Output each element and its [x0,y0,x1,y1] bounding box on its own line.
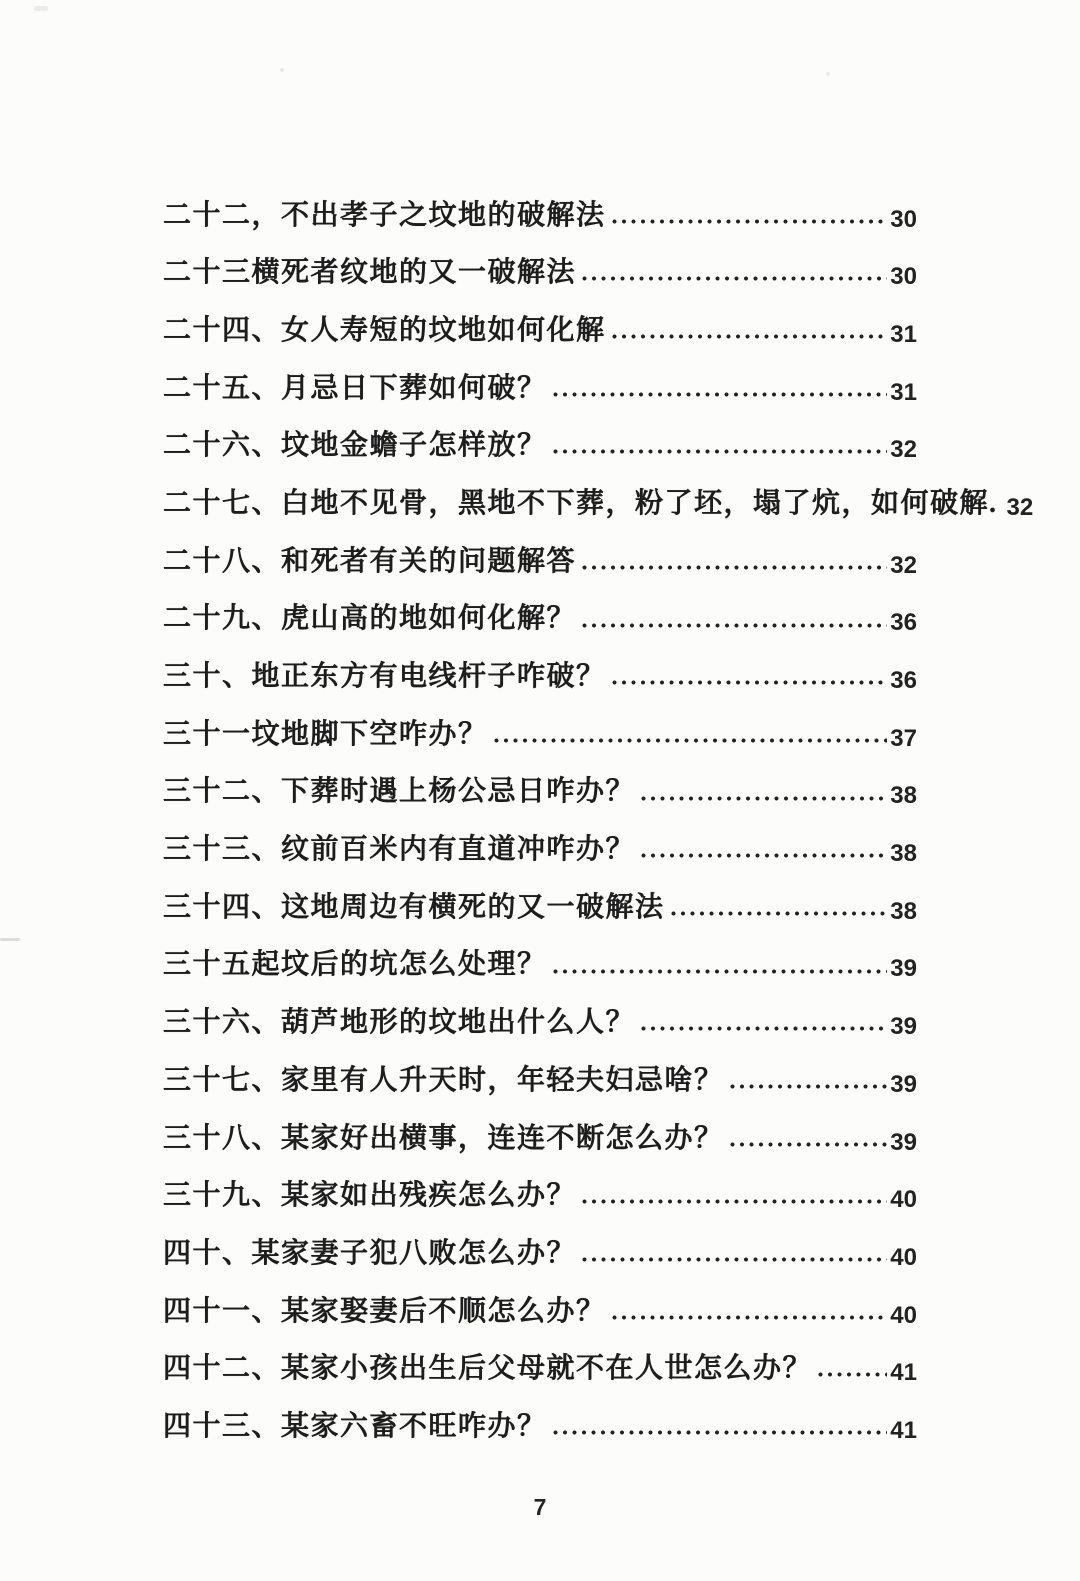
dot-leader [494,738,888,743]
toc-entry-title: 三十三、纹前百米内有直道冲咋办？ [163,834,636,866]
toc-entry [163,520,917,578]
page-number: 7 [533,1494,547,1520]
toc-entry-title: 三十六、葫芦地形的坟地出什么人？ [163,1007,636,1039]
toc-entry-page: 37 [890,724,917,752]
toc-entry-title: 四十、某家妻子犯八败怎么办？ [163,1237,577,1269]
toc-entry-title: 二十七、白地不见骨，黑地不下葬，粉了坯，塌了炕，如何破解. [163,487,998,519]
toc-entry-page: 40 [890,1301,917,1329]
toc-entry [163,1039,917,1097]
toc-entry-title: 二十二，不出孝子之坟地的破解法 [163,199,606,231]
dot-leader [582,623,887,628]
dot-leader [641,853,887,858]
toc-entry [163,347,917,405]
dot-leader [582,565,887,570]
toc-entry-title: 三十、地正东方有电线杆子咋破？ [163,661,606,692]
dot-leader [582,1257,887,1262]
dot-leader [612,334,888,339]
toc-entry [163,1385,917,1443]
scan-artifact [280,68,284,72]
toc-entry [163,462,1034,521]
toc-entry-page: 38 [890,840,917,868]
dot-leader [730,1084,888,1089]
toc-entry-page: 38 [890,782,917,810]
toc-entry-title: 二十八、和死者有关的问题解答 [163,545,577,577]
toc-entry-title: 三十八、某家好出横事，连连不断怎么办？ [163,1122,724,1154]
toc-entry-title: 四十三、某家六畜不旺咋办？ [163,1410,547,1442]
toc-entry-title: 二十五、月忌日下葬如何破？ [163,372,547,404]
toc-entry-title: 二十四、女人寿短的坟地如何化解 [163,314,606,346]
toc-entry-page: 38 [890,897,917,925]
toc-entry [163,289,917,347]
toc-entry-title: 四十一、某家娶妻后不顺怎么办？ [163,1295,606,1327]
dot-leader [730,1142,888,1147]
toc-entry-page: 39 [890,955,917,983]
toc-entry [163,693,917,751]
toc-entry-page: 31 [890,320,917,348]
toc-entry [163,174,917,232]
scan-artifact [34,6,48,11]
toc-entry-title: 二十六、坟地金蟾子怎样放？ [163,430,547,462]
toc-entry [163,232,917,290]
toc-entry [163,636,917,694]
toc-entry-page: 30 [890,205,917,233]
dot-leader [612,219,888,224]
toc-entry [163,982,917,1040]
toc-entry-title: 三十七、家里有人升天时，年轻夫妇忌啥？ [163,1064,724,1096]
toc-entry [163,405,917,463]
toc-entry-page: 30 [890,263,917,291]
toc-entry [163,1270,917,1328]
toc-entry-title: 三十二、下葬时遇上杨公忌日咋办？ [163,776,636,808]
dot-leader [641,1026,887,1031]
dot-leader [641,796,887,801]
toc-entry-page: 39 [890,1128,917,1156]
scan-artifact [0,938,20,941]
dot-leader [553,392,888,397]
toc-entry-page: 41 [890,1416,917,1444]
toc-entry-title: 三十四、这地周边有横死的又一破解法 [163,891,665,923]
toc-entry-title: 二十九、虎山高的地如何化解？ [163,603,577,635]
toc-entry [163,809,917,867]
toc-entry-page: 39 [890,1013,917,1041]
toc-entry-title: 三十五起坟后的坑怎么处理？ [163,949,547,981]
toc-entry-title: 四十二、某家小孩出生后父母就不在人世怎么办？ [163,1353,813,1385]
toc-entry [163,1097,917,1155]
toc-entry [163,578,917,636]
dot-leader [582,276,887,281]
toc-entry-title: 三十九、某家如出残疾怎么办？ [163,1180,577,1212]
dot-leader [671,911,888,916]
dot-leader [553,449,888,454]
toc-entry-page: 36 [890,609,917,637]
toc-entry-page: 40 [890,1186,917,1214]
dot-leader [612,680,888,685]
toc-entry-page: 31 [890,378,917,406]
toc-entry [163,1328,917,1386]
toc-entry [163,924,917,982]
toc-entry-page: 39 [890,1070,917,1098]
toc-list [163,174,1034,1444]
dot-leader [553,969,888,974]
toc-entry [163,1155,917,1213]
toc-entry-page: 32 [890,551,917,579]
toc-entry [163,751,917,809]
dot-leader [612,1315,888,1320]
toc-entry-title: 三十一坟地脚下空咋办？ [163,718,488,750]
toc-entry-page: 36 [890,667,917,694]
toc-entry-title: 二十三横死者纹地的又一破解法 [163,257,577,289]
scan-artifact [826,72,830,76]
dot-leader [818,1372,887,1377]
dot-leader [553,1430,888,1435]
toc-entry [163,866,917,924]
toc-entry-page: 32 [1006,493,1034,521]
dot-leader [582,1199,887,1204]
toc-entry-page: 41 [890,1359,917,1387]
toc-entry-page: 40 [890,1243,917,1271]
toc-entry [163,1212,917,1270]
toc-entry-page: 32 [890,436,917,464]
